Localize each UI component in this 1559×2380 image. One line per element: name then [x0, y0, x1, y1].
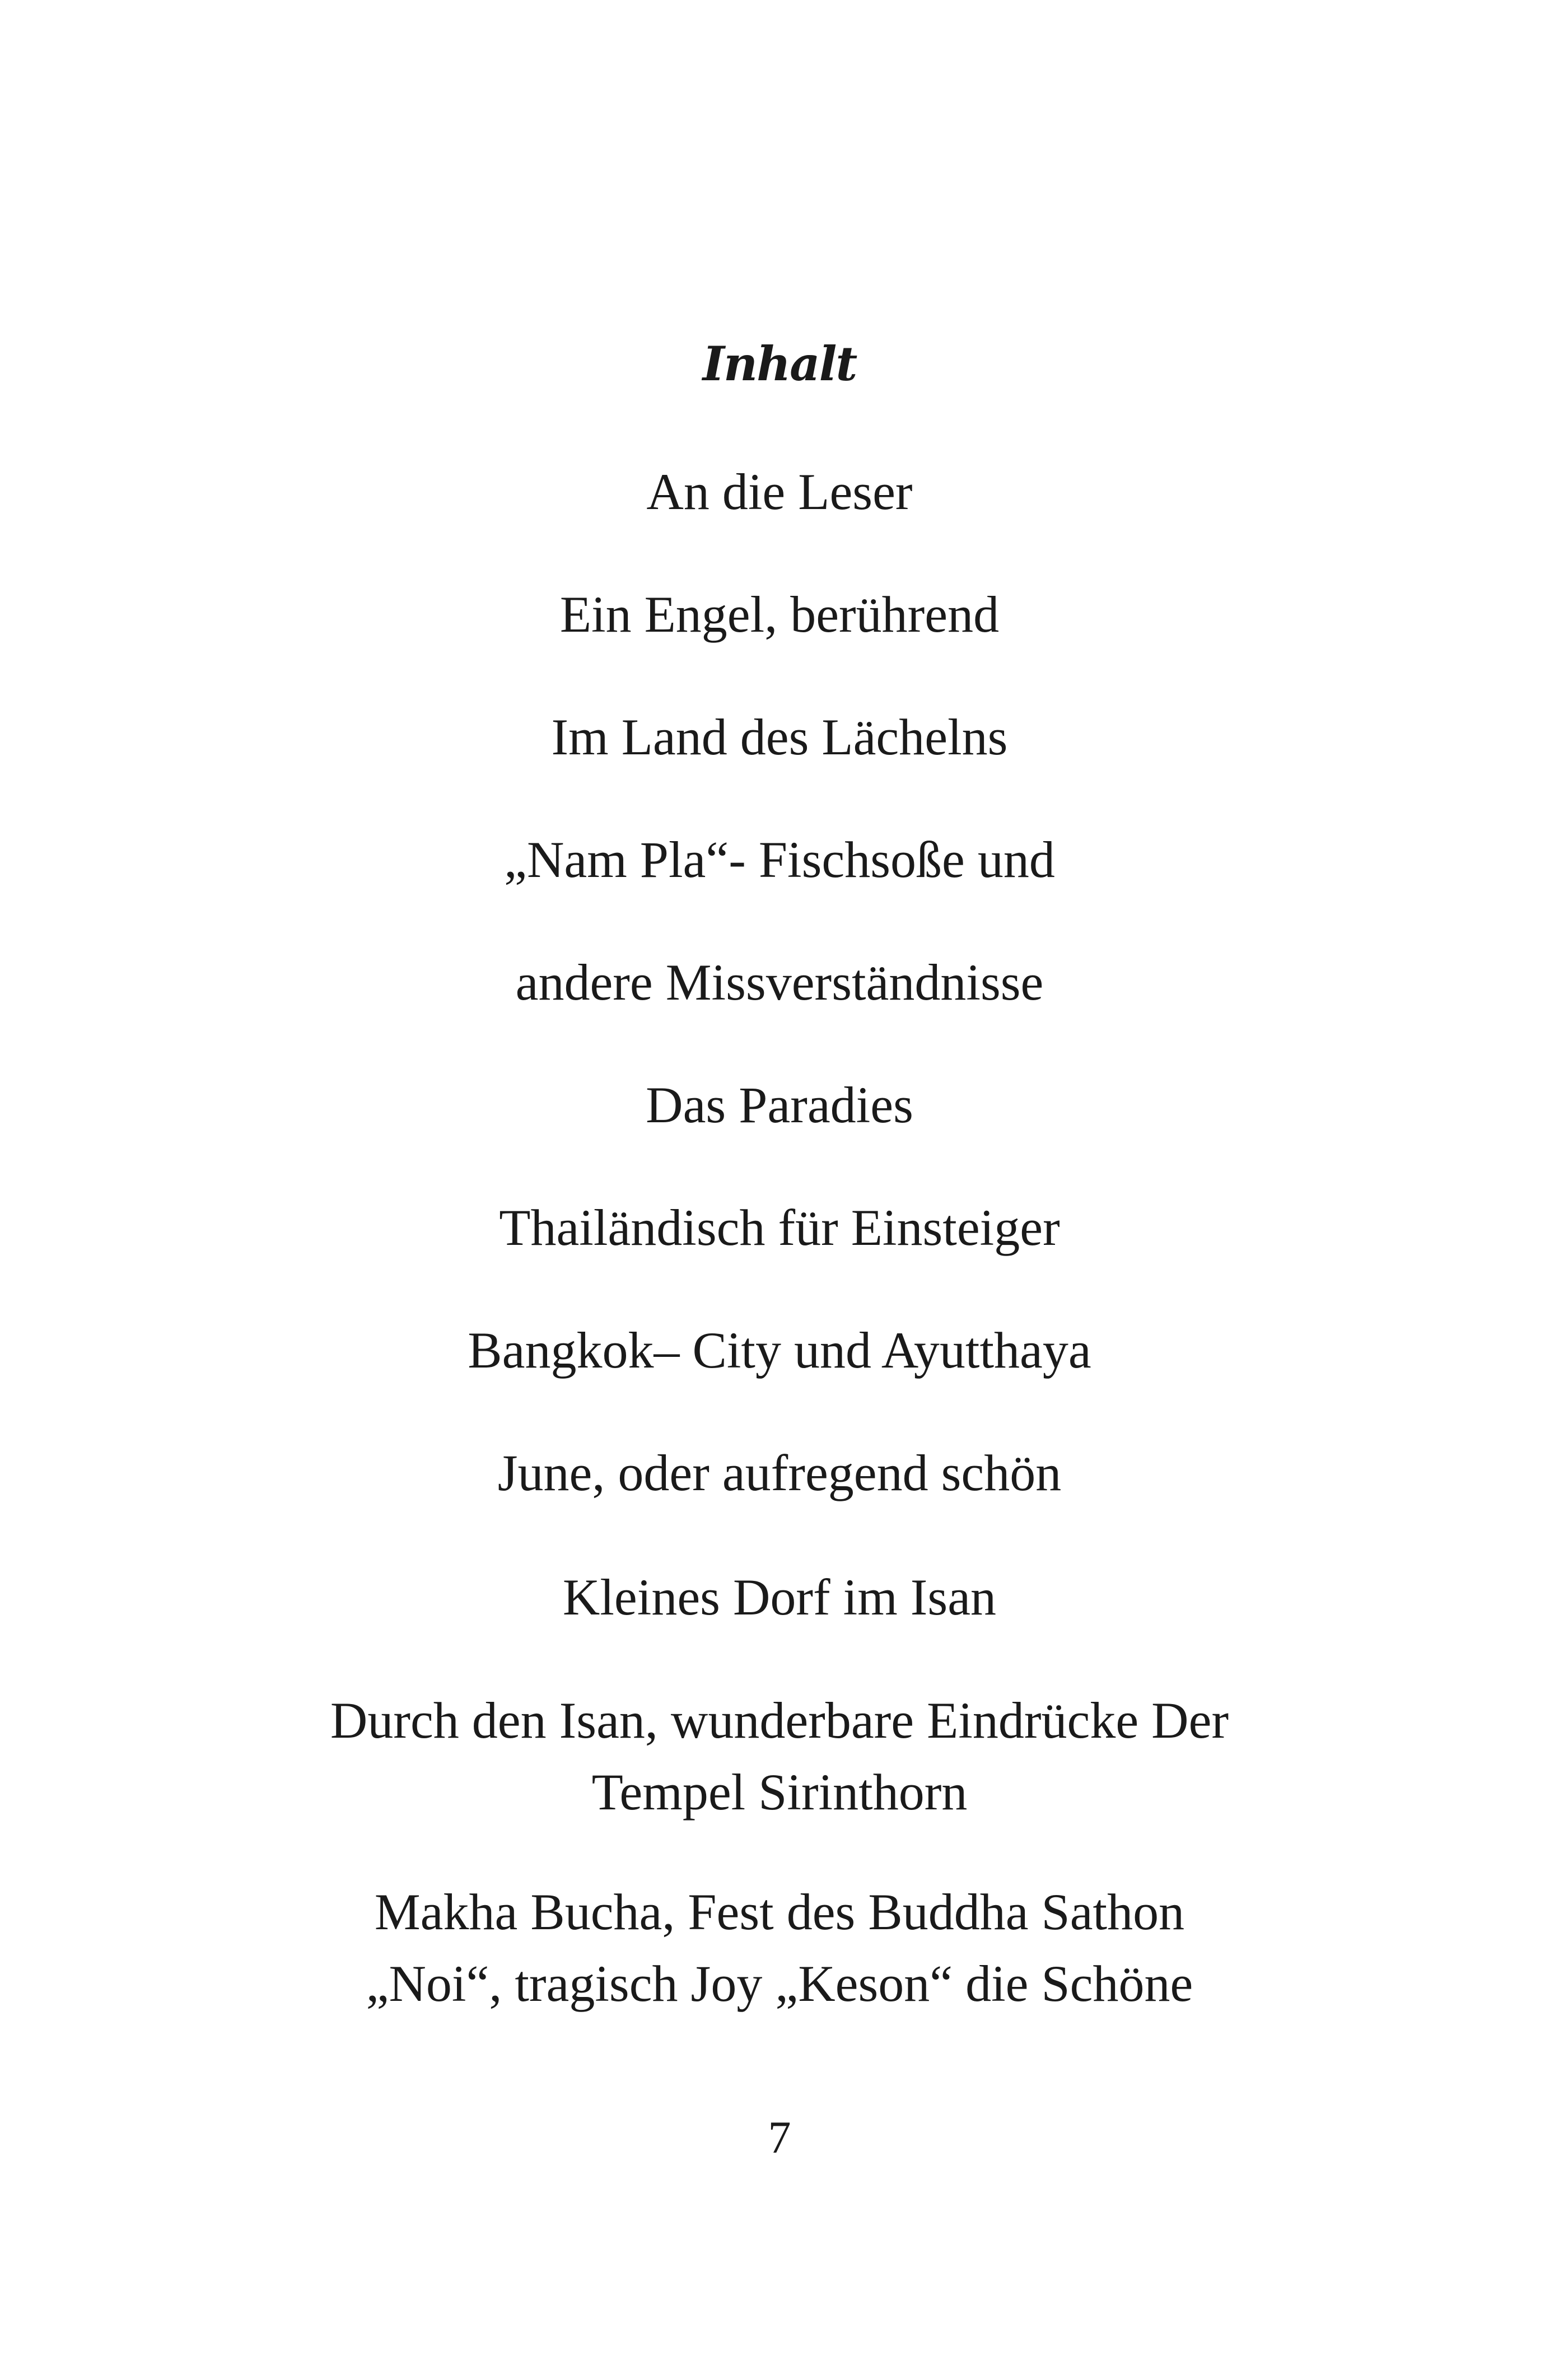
toc-entry-durch-den-isan: [0, 1684, 1559, 1828]
toc-entry-an-die-leser: An die Leser: [646, 463, 913, 520]
toc-entry-ein-engel: Ein Engel, berührend: [559, 586, 1000, 643]
toc-entry-june: June, oder aufregend schön: [497, 1444, 1062, 1501]
page-number: 7: [768, 2112, 791, 2163]
toc-entry-makha-bucha: [0, 1876, 1559, 2019]
toc-entry-nam-pla: „Nam Pla“- Fischsoße und: [504, 831, 1055, 888]
toc-entry-bangkok: Bangkok– City und Ayutthaya: [468, 1322, 1091, 1379]
toc-entry-im-land: Im Land des Lächelns: [551, 708, 1008, 766]
toc-entry-thailaendisch: Thailändisch für Einsteiger: [499, 1199, 1060, 1256]
toc-entry-line: „Noi“, tragisch Joy „Keson“ die Schöne: [366, 1955, 1193, 2012]
toc-entry-kleines-dorf: Kleines Dorf im Isan: [562, 1569, 997, 1626]
toc-heading: Inhalt: [702, 336, 857, 391]
toc-entry-line: Tempel Sirinthorn: [591, 1763, 968, 1821]
toc-entry-missverstaendnisse: andere Missverständnisse: [515, 954, 1044, 1011]
toc-entry-das-paradies: Das Paradies: [646, 1076, 913, 1133]
toc-entry-line: Makha Bucha, Fest des Buddha Sathon: [374, 1883, 1185, 1940]
toc-entry-line: Durch den Isan, wunderbare Eindrücke Der: [330, 1692, 1229, 1749]
